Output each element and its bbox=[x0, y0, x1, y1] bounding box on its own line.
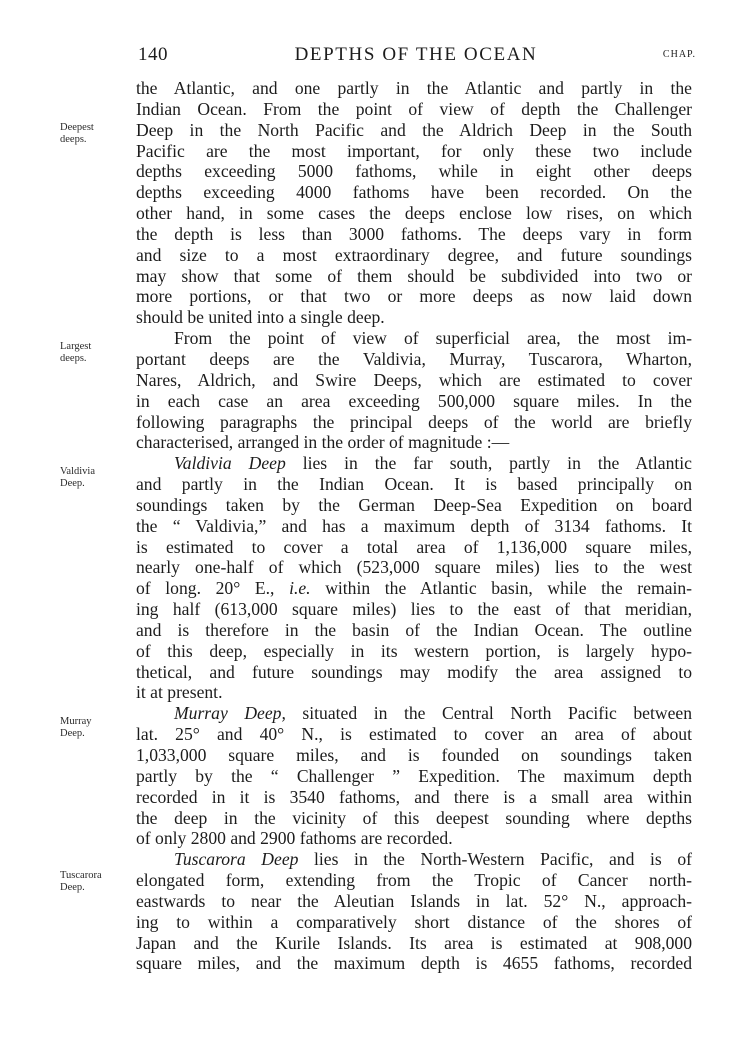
text-line: other hand, in some cases the deeps enclose low rises, on which bbox=[136, 203, 692, 224]
text-line: Deep in the North Pacific and the Aldrich Deep in the South bbox=[136, 119, 692, 140]
sidenote-largest-deeps bbox=[60, 341, 132, 365]
text-line bbox=[136, 703, 692, 724]
text-line: following paragraphs the principal deeps of the world are briefly bbox=[136, 411, 692, 432]
text-line: Pacific are the most important, for only these two include bbox=[136, 140, 692, 161]
body-text bbox=[136, 78, 692, 974]
sidenote-line: Valdivia bbox=[60, 466, 95, 477]
text-line: should be united into a single deep. bbox=[136, 307, 385, 328]
italic-abbrev: i.e. bbox=[289, 578, 311, 599]
text-line: and size to a most extraordinary degree, and future soundings bbox=[136, 244, 692, 265]
text-line: eastwards to near the Aleutian Islands in lat. 52° N., approach- bbox=[136, 890, 692, 911]
text-line: depths exceeding 5000 fathoms, while in eight other deeps bbox=[136, 161, 692, 182]
sidenote-murray-deep bbox=[60, 716, 132, 740]
text-line: soundings taken by the German Deep-Sea Expedition on board bbox=[136, 494, 692, 515]
sidenote-valdivia-deep bbox=[60, 466, 132, 490]
line-text: of long. 20° E., bbox=[136, 578, 290, 599]
text-line: characterised, arranged in the order of magnitude :— bbox=[136, 432, 510, 453]
text-line: From the point of view of superficial area, the most im- bbox=[174, 328, 692, 349]
text-line: the Atlantic, and one partly in the Atlantic and partly in the bbox=[136, 78, 692, 98]
sidenote-line: Deep. bbox=[60, 882, 85, 893]
sidenote-line: Deep. bbox=[60, 478, 85, 489]
text-line: may show that some of them should be subdivided into two or bbox=[136, 265, 692, 286]
text-line: and partly in the Indian Ocean. It is based principally on bbox=[136, 474, 692, 495]
sidenote-line: Largest bbox=[60, 341, 92, 352]
text-line: ing half (613,000 square miles) lies to the east of that meridian, bbox=[136, 599, 692, 620]
sidenote-deepest-deeps bbox=[60, 122, 132, 146]
text-line bbox=[136, 453, 692, 474]
text-line: the deep in the vicinity of this deepest sounding where depths bbox=[136, 807, 692, 828]
text-line: lat. 25° and 40° N., is estimated to cover an area of about bbox=[136, 724, 692, 745]
line-text: lies in the far south, partly in the Atlantic bbox=[285, 453, 692, 474]
text-line: partly by the “ Challenger ” Expedition. The maximum depth bbox=[136, 765, 692, 786]
text-line: depths exceeding 4000 fathoms have been recorded. On the bbox=[136, 182, 692, 203]
running-header bbox=[136, 44, 696, 70]
running-title: DEPTHS OF THE OCEAN bbox=[294, 44, 538, 65]
text-line: it at present. bbox=[136, 682, 223, 703]
sidenote-line: Tuscarora bbox=[60, 870, 102, 881]
text-line: of this deep, especially in its western portion, is largely hypo- bbox=[136, 640, 692, 661]
text-line: square miles, and the maximum depth is 4655 fathoms, recorded bbox=[136, 953, 692, 974]
text-line: portant deeps are the Valdivia, Murray, Tuscarora, Wharton, bbox=[136, 348, 692, 369]
text-line: Japan and the Kurile Islands. Its area is estimated at 908,000 bbox=[136, 932, 692, 953]
sidenote-line: deeps. bbox=[60, 353, 87, 364]
sidenote-line: Deep. bbox=[60, 728, 85, 739]
page-number: 140 bbox=[138, 44, 168, 65]
line-text: within the Atlantic basin, while the remain- bbox=[310, 578, 692, 599]
text-line bbox=[136, 578, 692, 599]
sidenote-tuscarora-deep bbox=[60, 870, 132, 894]
sidenote-line: deeps. bbox=[60, 134, 87, 145]
text-line: Nares, Aldrich, and Swire Deeps, which are estimated to cover bbox=[136, 369, 692, 390]
text-line: Indian Ocean. From the point of view of depth the Challenger bbox=[136, 98, 692, 119]
italic-heading: Murray Deep, bbox=[174, 703, 286, 724]
text-line: is estimated to cover a total area of 1,136,000 square miles, bbox=[136, 536, 692, 557]
text-line: 1,033,000 square miles, and is founded on soundings taken bbox=[136, 745, 692, 765]
italic-heading: Tuscarora Deep bbox=[174, 849, 299, 870]
line-text: situated in the Central North Pacific between bbox=[285, 703, 693, 724]
text-line: ing to within a comparatively short distance of the shores of bbox=[136, 911, 692, 932]
text-line: recorded in it is 3540 fathoms, and there is a small area within bbox=[136, 786, 692, 807]
text-line: thetical, and future soundings may modify the area assigned to bbox=[136, 661, 692, 682]
sidenote-line: Deepest bbox=[60, 122, 94, 133]
text-line: of only 2800 and 2900 fathoms are recorded. bbox=[136, 828, 453, 849]
sidenote-line: Murray bbox=[60, 716, 92, 727]
italic-heading: Valdivia Deep bbox=[174, 453, 286, 474]
text-line: nearly one-half of which (523,000 square miles) lies to the west bbox=[136, 557, 692, 578]
line-text: lies in the North-Western Pacific, and is of bbox=[298, 849, 692, 870]
text-line: and is therefore in the basin of the Indian Ocean. The outline bbox=[136, 619, 692, 640]
text-line: the depth is less than 3000 fathoms. The deeps vary in form bbox=[136, 223, 692, 244]
text-line: more portions, or that two or more deeps as now laid down bbox=[136, 286, 692, 307]
text-line: elongated form, extending from the Tropic of Cancer north- bbox=[136, 870, 692, 891]
text-line bbox=[136, 849, 692, 870]
chapter-mark: CHAP. bbox=[662, 49, 696, 60]
text-line: the “ Valdivia,” and has a maximum depth of 3134 fathoms. It bbox=[136, 515, 692, 536]
text-line: in each case an area exceeding 500,000 square miles. In the bbox=[136, 390, 692, 411]
